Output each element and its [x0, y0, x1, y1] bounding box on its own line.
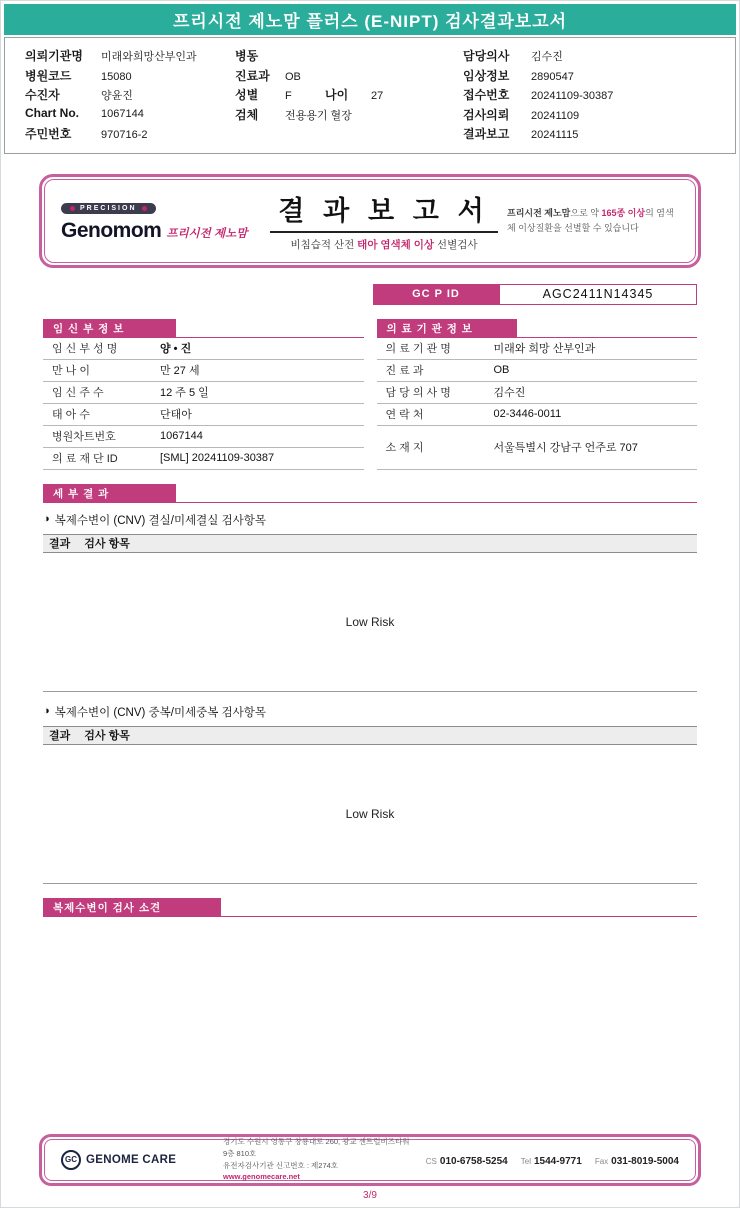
genome-care-logo-icon: GC [61, 1150, 81, 1170]
footer-tel [521, 1151, 582, 1169]
patient-summary-col-right [463, 47, 715, 145]
field-label: 결과보고 [463, 127, 510, 141]
cs-label: CS [425, 1156, 437, 1166]
field-row [235, 67, 463, 87]
row-value: 미래와 희망 산부인과 [493, 343, 596, 355]
field-row [235, 86, 463, 106]
clinic-info-header-row [377, 319, 698, 338]
field-row [463, 47, 715, 67]
genomom-logo [61, 198, 261, 243]
row-label: 임 신 주 수 [52, 387, 104, 399]
genome-care-logo [61, 1150, 209, 1170]
report-main-title-block [261, 189, 507, 252]
field-value: 1067144 [101, 107, 144, 120]
field-row [463, 125, 715, 145]
cnv-findings-empty-area [1, 917, 739, 1122]
badge-dot-icon [142, 206, 147, 211]
row-value: 02-3446-0011 [493, 408, 562, 420]
precision-badge [61, 203, 156, 214]
field-label: 병동 [235, 49, 259, 63]
row-value: 12 주 5 일 [160, 387, 209, 399]
row-value: [SML] 20241109-30387 [160, 452, 275, 464]
field-row [463, 67, 715, 87]
field-row [25, 47, 235, 67]
row-label: 임 신 부 성 명 [52, 343, 118, 355]
brand-name-en: Genomom [61, 219, 162, 242]
gcpid-label: GC P ID [373, 284, 499, 305]
gcpid-value: AGC2411N14345 [499, 284, 697, 305]
footer-address-line1: 경기도 수원시 영통구 창룡대로 260, 광교 센트럴비즈타워 9층 810호 [223, 1137, 410, 1158]
tel-number: 1544-9771 [533, 1155, 582, 1167]
field-row [25, 67, 235, 87]
field-label: Chart No. [25, 105, 79, 120]
pregnant-info-header: 임 신 부 정 보 [43, 319, 176, 338]
row-value: 1067144 [160, 430, 203, 442]
field-row [25, 125, 235, 145]
badge-label: PRECISION [80, 205, 137, 212]
table-row [377, 360, 698, 382]
column-result: 결과 [49, 538, 71, 550]
field-label: 수진자 [25, 88, 60, 102]
cnv-duplication-result-area [43, 745, 697, 884]
clinic-info-table [377, 319, 698, 470]
subtitle-highlight: 태아 염색체 이상 [357, 239, 435, 251]
field-row [235, 106, 463, 126]
row-value: 김수진 [493, 387, 526, 399]
report-title: 프리시전 제노맘 플러스 (E-NIPT) 검사결과보고서 [172, 12, 568, 31]
row-label: 연 락 처 [385, 409, 424, 421]
footer-card [39, 1134, 701, 1186]
subtitle-suffix: 선별검사 [434, 239, 478, 251]
cnv-deletion-column-header [43, 534, 697, 553]
row-value: 만 27 세 [160, 365, 200, 377]
field-value: 미래와희망산부인과 [101, 51, 197, 63]
fax-number: 031-8019-5004 [611, 1155, 679, 1167]
footer-address-block [223, 1136, 412, 1183]
table-row [43, 360, 364, 382]
patient-summary-col-mid [235, 47, 463, 145]
cnv-duplication-heading [43, 704, 697, 720]
row-value: 양 • 진 [160, 343, 192, 355]
table-row [43, 426, 364, 448]
detail-results-header-row [43, 484, 697, 503]
cnv-deletion-result-area [43, 553, 697, 692]
tagline-rest: 의 염색체 이상질환을 선별할 수 있습니다 [507, 207, 674, 233]
cnv-deletion-heading [43, 512, 697, 528]
row-label: 소 재 지 [385, 442, 424, 454]
half-circle-icon: ◑ [43, 705, 50, 717]
field-label: 진료과 [235, 68, 270, 83]
field-row [463, 106, 715, 126]
field-label: 검사의뢰 [463, 107, 510, 122]
table-row [377, 382, 698, 404]
column-result: 결과 [49, 730, 71, 742]
tagline-count: 165종 이상 [601, 207, 646, 218]
column-item: 검사 항목 [84, 538, 130, 550]
field-row [25, 106, 235, 126]
genome-care-logo-text: GENOME CARE [86, 1153, 177, 1166]
field-row [463, 86, 715, 106]
field-value: 전용용기 혈장 [285, 109, 352, 122]
field-value: 김수진 [531, 51, 563, 63]
table-row [43, 404, 364, 426]
field-value: 2890547 [531, 70, 574, 83]
footer-website-link[interactable]: www.genomecare.net [223, 1172, 300, 1182]
patient-summary-col-left [25, 47, 235, 145]
tagline-mid: 으로 약 [570, 207, 602, 218]
table-row [43, 382, 364, 404]
field-value: 20241109-30387 [531, 90, 614, 102]
cnv-findings-header: 복제수변이 검사 소견 [43, 898, 221, 917]
field-label: 병원코드 [25, 68, 72, 83]
info-tables [43, 319, 697, 470]
row-label: 태 아 수 [52, 409, 90, 421]
report-header-card [39, 174, 701, 268]
row-value: OB [493, 364, 510, 376]
field-value: 27 [371, 90, 384, 102]
clinic-info-header: 의 료 기 관 정 보 [377, 319, 517, 338]
brand-line [61, 219, 261, 243]
row-label: 만 나 이 [52, 365, 90, 377]
cnv-duplication-column-header [43, 726, 697, 745]
row-label: 병원차트번호 [52, 431, 116, 443]
field-row [235, 47, 463, 67]
row-label: 의 료 기 관 명 [385, 343, 451, 355]
table-row [43, 338, 364, 360]
field-label: 성별 [235, 88, 259, 102]
row-value: 단태아 [160, 409, 192, 421]
field-value: 20241109 [531, 109, 580, 122]
footer-address-line2: 유전자검사기관 신고번호 : 제274호 [223, 1160, 339, 1170]
row-value: 서울특별시 강남구 언주로 707 [493, 442, 638, 454]
cnv-findings-header-row [43, 898, 697, 917]
row-label: 의 료 재 단 ID [52, 453, 118, 465]
row-label: 진 료 과 [385, 365, 424, 377]
footer-contacts [426, 1151, 679, 1169]
report-subtitle [261, 237, 507, 252]
pregnant-info-header-row [43, 319, 364, 338]
report-tagline [507, 206, 679, 236]
pregnant-info-table [43, 319, 364, 470]
field-value: 15080 [101, 70, 132, 83]
field-value: 20241115 [531, 129, 579, 141]
footer-fax [595, 1151, 679, 1169]
page-number: 3/9 [363, 1189, 377, 1201]
subtitle-prefix: 비침습적 산전 [290, 239, 358, 251]
patient-summary-box [4, 37, 736, 154]
field-value: 양윤진 [101, 90, 133, 102]
field-label: 의뢰기관명 [25, 49, 83, 63]
risk-result: Low Risk [345, 806, 395, 821]
table-row [43, 448, 364, 470]
fax-label: Fax [594, 1156, 609, 1166]
detail-results-header: 세 부 결 과 [43, 484, 176, 503]
field-label: 접수번호 [463, 88, 510, 102]
field-value: OB [285, 70, 301, 83]
tagline-brand: 프리시전 제노맘 [507, 207, 571, 218]
column-item: 검사 항목 [84, 730, 130, 742]
badge-dot-icon [70, 206, 75, 211]
table-row [377, 338, 698, 360]
table-row [377, 426, 698, 470]
cs-number: 010-6758-5254 [439, 1155, 508, 1167]
half-circle-icon: ◑ [43, 513, 50, 525]
field-value: 970716-2 [101, 129, 148, 141]
field-row [25, 86, 235, 106]
field-label: 검체 [235, 107, 259, 122]
tel-label: Tel [520, 1156, 531, 1166]
cnv-heading-text: 복제수변이 (CNV) 결실/미세결실 검사항목 [54, 514, 267, 527]
risk-result: Low Risk [345, 614, 395, 629]
field-label: 담당의사 [463, 49, 510, 63]
report-main-title: 결 과 보 고 서 [270, 189, 497, 233]
report-title-bar [4, 4, 736, 35]
field-label: 나이 [325, 88, 349, 102]
cnv-heading-text: 복제수변이 (CNV) 중복/미세중복 검사항목 [54, 706, 267, 719]
gcpid-row [373, 284, 697, 305]
footer-cs [426, 1151, 508, 1169]
brand-name-ko: 프리시전 제노맘 [166, 228, 248, 240]
field-value: F [285, 90, 292, 102]
table-row [377, 404, 698, 426]
row-label: 담 당 의 사 명 [385, 387, 451, 399]
field-label: 임상정보 [463, 68, 510, 83]
field-label: 주민번호 [25, 127, 72, 141]
